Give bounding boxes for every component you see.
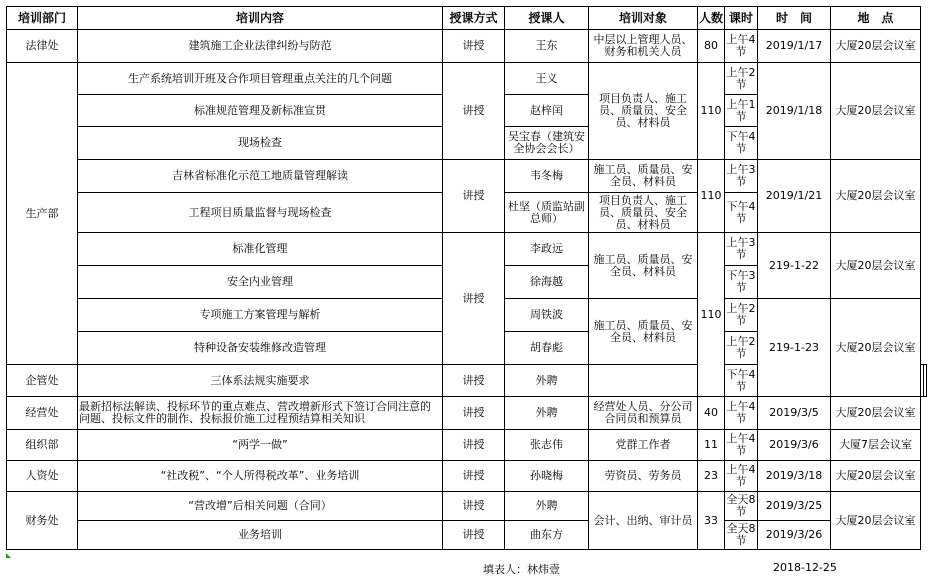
header-content: 培训内容 [78, 7, 443, 30]
place-cell: 大厦20层会议室 [831, 233, 921, 299]
dept-cell: 法律处 [7, 30, 78, 63]
hours-cell: 上午2节 [725, 332, 758, 365]
content-cell: “社改税”、“个人所得税改革”、业务培训 [78, 461, 443, 492]
content-cell: 标准规范管理及新标准宣贯 [78, 95, 443, 127]
teacher-cell: 赵梓闰 [505, 95, 589, 127]
hours-cell: 上午4节 [725, 430, 758, 461]
header-date: 时 间 [758, 7, 831, 30]
table-row [7, 63, 927, 95]
dept-cell: 组织部 [7, 430, 78, 461]
date-cell: 2019/1/18 [758, 63, 831, 160]
dept-cell: 人资处 [7, 461, 78, 492]
dept-cell: 生产部 [7, 63, 78, 365]
method-cell: 讲授 [443, 430, 505, 461]
count-cell: 80 [698, 30, 725, 63]
dept-cell: 经营处 [7, 397, 78, 430]
content-cell: 现场检查 [78, 127, 443, 160]
method-cell: 讲授 [443, 63, 505, 160]
hours-cell: 下午3节 [725, 266, 758, 299]
place-cell: 大厦20层会议室 [831, 492, 921, 550]
date-cell: 2019/3/25 [758, 492, 831, 521]
place-cell: 大厦20层会议室 [831, 63, 921, 160]
header-teacher: 授课人 [505, 7, 589, 30]
method-cell: 讲授 [443, 461, 505, 492]
method-cell: 讲授 [443, 233, 505, 365]
target-cell: 党群工作者 [589, 430, 698, 461]
dept-cell: 财务处 [7, 492, 78, 550]
content-cell: 安全内业管理 [78, 266, 443, 299]
date-cell: 2019/1/21 [758, 160, 831, 233]
date-cell: 2019/3/5 [758, 397, 831, 430]
content-cell: 专项施工方案管理与解析 [78, 299, 443, 332]
table-row [7, 30, 927, 63]
teacher-cell: 外聘 [505, 397, 589, 430]
target-cell: 经营处人员、分公司合同员和预算员 [589, 397, 698, 430]
hours-cell: 上午3节 [725, 233, 758, 266]
teacher-cell: 外聘 [505, 492, 589, 521]
hours-cell: 下午4节 [725, 127, 758, 160]
date-cell: 2019/3/18 [758, 461, 831, 492]
teacher-cell: 王义 [505, 63, 589, 95]
count-cell: 23 [698, 461, 725, 492]
teacher-cell: 孙晓梅 [505, 461, 589, 492]
count-cell: 33 [698, 492, 725, 550]
teacher-cell: 王东 [505, 30, 589, 63]
header-method: 授课方式 [443, 7, 505, 30]
content-cell: 特种设备安装维修改造管理 [78, 332, 443, 365]
teacher-cell: 韦冬梅 [505, 160, 589, 193]
place-cell: 大厦20层会议室 [831, 461, 921, 492]
content-cell: 三体系法规实施要求 [78, 365, 443, 397]
count-cell: 11 [698, 430, 725, 461]
content-cell: 建筑施工企业法律纠纷与防范 [78, 30, 443, 63]
content-cell: 生产系统培训开班及合作项目管理重点关注的几个问题 [78, 63, 443, 95]
teacher-cell: 周铁波 [505, 299, 589, 332]
content-cell: 工程项目质量监督与现场检查 [78, 193, 443, 233]
place-cell [924, 365, 927, 397]
place-cell: 大厦7层会议室 [831, 430, 921, 461]
target-cell: 劳资员、劳务员 [589, 461, 698, 492]
header-place: 地 点 [831, 7, 921, 30]
hours-cell: 全天8节 [725, 492, 758, 521]
target-cell: 施工员、质量员、安全员、材料员 [589, 233, 698, 299]
count-cell: 110 [698, 63, 725, 160]
hours-cell: 下午4节 [725, 193, 758, 233]
teacher-cell: 曲东方 [505, 521, 589, 550]
date-cell: 2019/3/26 [758, 521, 831, 550]
content-cell: 吉林省标准化示范工地质量管理解读 [78, 160, 443, 193]
date-cell: 219-1-23 [758, 299, 831, 397]
sheet-corner-marker [6, 553, 11, 558]
target-cell: 会计、出纳、审计员 [589, 492, 698, 550]
method-cell: 讲授 [443, 160, 505, 233]
date-cell: 219-1-22 [758, 233, 831, 299]
table-row [7, 461, 927, 492]
hours-cell: 上午4节 [725, 30, 758, 63]
place-cell: 大厦20层会议室 [831, 160, 921, 233]
date-cell: 2019/3/6 [758, 430, 831, 461]
header-target: 培训对象 [589, 7, 698, 30]
table-row [7, 521, 927, 550]
target-cell [589, 365, 698, 397]
table-row [7, 492, 927, 521]
method-cell: 讲授 [443, 30, 505, 63]
hours-cell: 上午3节 [725, 160, 758, 193]
table-row [7, 160, 927, 193]
method-cell: 讲授 [443, 492, 505, 521]
filler-label: 填表人：林炜壹 [483, 563, 560, 576]
hours-cell: 上午1节 [725, 95, 758, 127]
count-cell: 110 [698, 160, 725, 233]
header-row [7, 7, 927, 30]
header-count: 人数 [698, 7, 725, 30]
header-dept: 培训部门 [7, 7, 78, 30]
content-cell: 标准化管理 [78, 233, 443, 266]
method-cell: 讲授 [443, 365, 505, 397]
method-cell: 讲授 [443, 397, 505, 430]
target-cell: 项目负责人、施工员、质量员、安全员、材料员 [589, 63, 698, 160]
teacher-cell: 吴宝春（建筑安全协会会长） [505, 127, 589, 160]
teacher-cell: 外聘 [505, 365, 589, 397]
place-cell: 大厦20层会议室 [831, 397, 921, 430]
teacher-cell: 杜坚（质监站副总师） [505, 193, 589, 233]
training-schedule-table [6, 6, 927, 550]
place-cell: 大厦20层会议室 [831, 30, 921, 63]
target-cell: 中层以上管理人员、财务和机关人员 [589, 30, 698, 63]
place-cell: 大厦20层会议室 [831, 299, 921, 397]
target-cell: 施工员、质量员、安全员、材料员 [589, 160, 698, 193]
content-cell: “两学一做” [78, 430, 443, 461]
hours-cell: 下午4节 [725, 365, 758, 397]
content-cell: 业务培训 [78, 521, 443, 550]
count-cell: 110 [698, 233, 725, 397]
teacher-cell: 张志伟 [505, 430, 589, 461]
teacher-cell: 徐海越 [505, 266, 589, 299]
target-cell: 施工员、质量员、安全员、材料员 [589, 299, 698, 365]
hours-cell: 上午2节 [725, 299, 758, 332]
count-cell: 40 [698, 397, 725, 430]
footer-date: 2018-12-25 [773, 561, 837, 574]
hours-cell: 上午4节 [725, 461, 758, 492]
method-cell: 讲授 [443, 521, 505, 550]
teacher-cell: 李政远 [505, 233, 589, 266]
table-row [7, 233, 927, 266]
target-cell: 项目负责人、施工员、质量员、安全员、材料员 [589, 193, 698, 233]
header-hours: 课时 [725, 7, 758, 30]
hours-cell: 上午2节 [725, 63, 758, 95]
dept-cell: 企管处 [7, 365, 78, 397]
table-row [7, 430, 927, 461]
hours-cell: 全天8节 [725, 521, 758, 550]
hours-cell: 上午4节 [725, 397, 758, 430]
content-cell: 最新招标法解读、投标环节的重点难点、营改增新形式下签订合同注意的问题、投标文件的制作、投标报价施工过程预结算相关知识 [78, 397, 443, 430]
date-cell: 2019/1/17 [758, 30, 831, 63]
teacher-cell: 胡春彪 [505, 332, 589, 365]
content-cell: “营改增”后相关问题（合同） [78, 492, 443, 521]
table-row [7, 397, 927, 430]
